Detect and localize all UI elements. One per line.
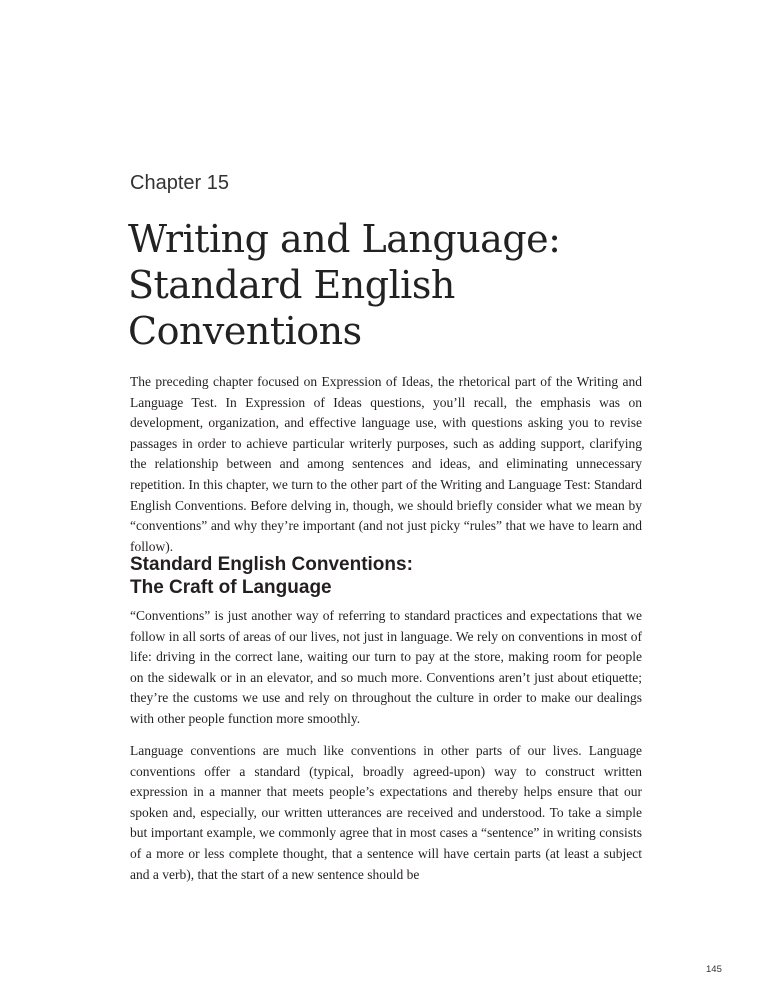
chapter-title-line-1: Writing and Language: [128,217,561,261]
chapter-title-line-3: Conventions [128,309,362,353]
conventions-paragraph-2: Language conventions are much like conventions in other parts of our lives. Language conventions offer a standard (typical, broadly agreed-upon) way to construct written expression in a manner that meets people’s expectations and thereby helps ensure that our spoken and, especially, our written utterances are received and understood. To take a simple but important example, we commonly agree that in most cases a “sentence” in writing consists of a more or less complete thought, that a sentence will have certain parts (at least a subject and a verb), that the start of a new sentence should be [130,743,642,882]
section-heading-line-2: The Craft of Language [130,577,332,598]
chapter-title [128,216,688,354]
intro-paragraph: The preceding chapter focused on Expression of Ideas, the rhetorical part of the Writing and Language Test. In Expression of Ideas questions, you’ll recall, the emphasis was on development, organization, and effective language use, with questions asking you to revise passages in order to achieve particular writerly purposes, such as adding support, clarifying the relationship between and among sentences and ideas, and eliminating unnecessary repetition. In this chapter, we turn to the other part of the Writing and Language Test: Standard English Conventions. Before delving in, though, we should briefly consider what we mean by “conventions” and why they’re important (and not just picky “rules” that we have to learn and follow). [130,374,642,554]
chapter-title-line-2: Standard English [128,263,455,307]
section-heading-line-1: Standard English Conventions: [130,554,413,575]
chapter-label: Chapter 15 [130,172,229,194]
conventions-paragraph-1: “Conventions” is just another way of referring to standard practices and expectations that we follow in all sorts of areas of our lives, not just in language. We rely on conventions in most of life: driving in the correct lane, waiting our turn to pay at the store, making room for people on the sidewalk or in an elevator, and so much more. Conventions aren’t just about etiquette; they’re the customs we use and rely on throughout the culture in order to make our dealings with other people function more smoothly. [130,608,642,726]
section-heading [130,553,530,599]
page-number: 145 [706,964,722,975]
